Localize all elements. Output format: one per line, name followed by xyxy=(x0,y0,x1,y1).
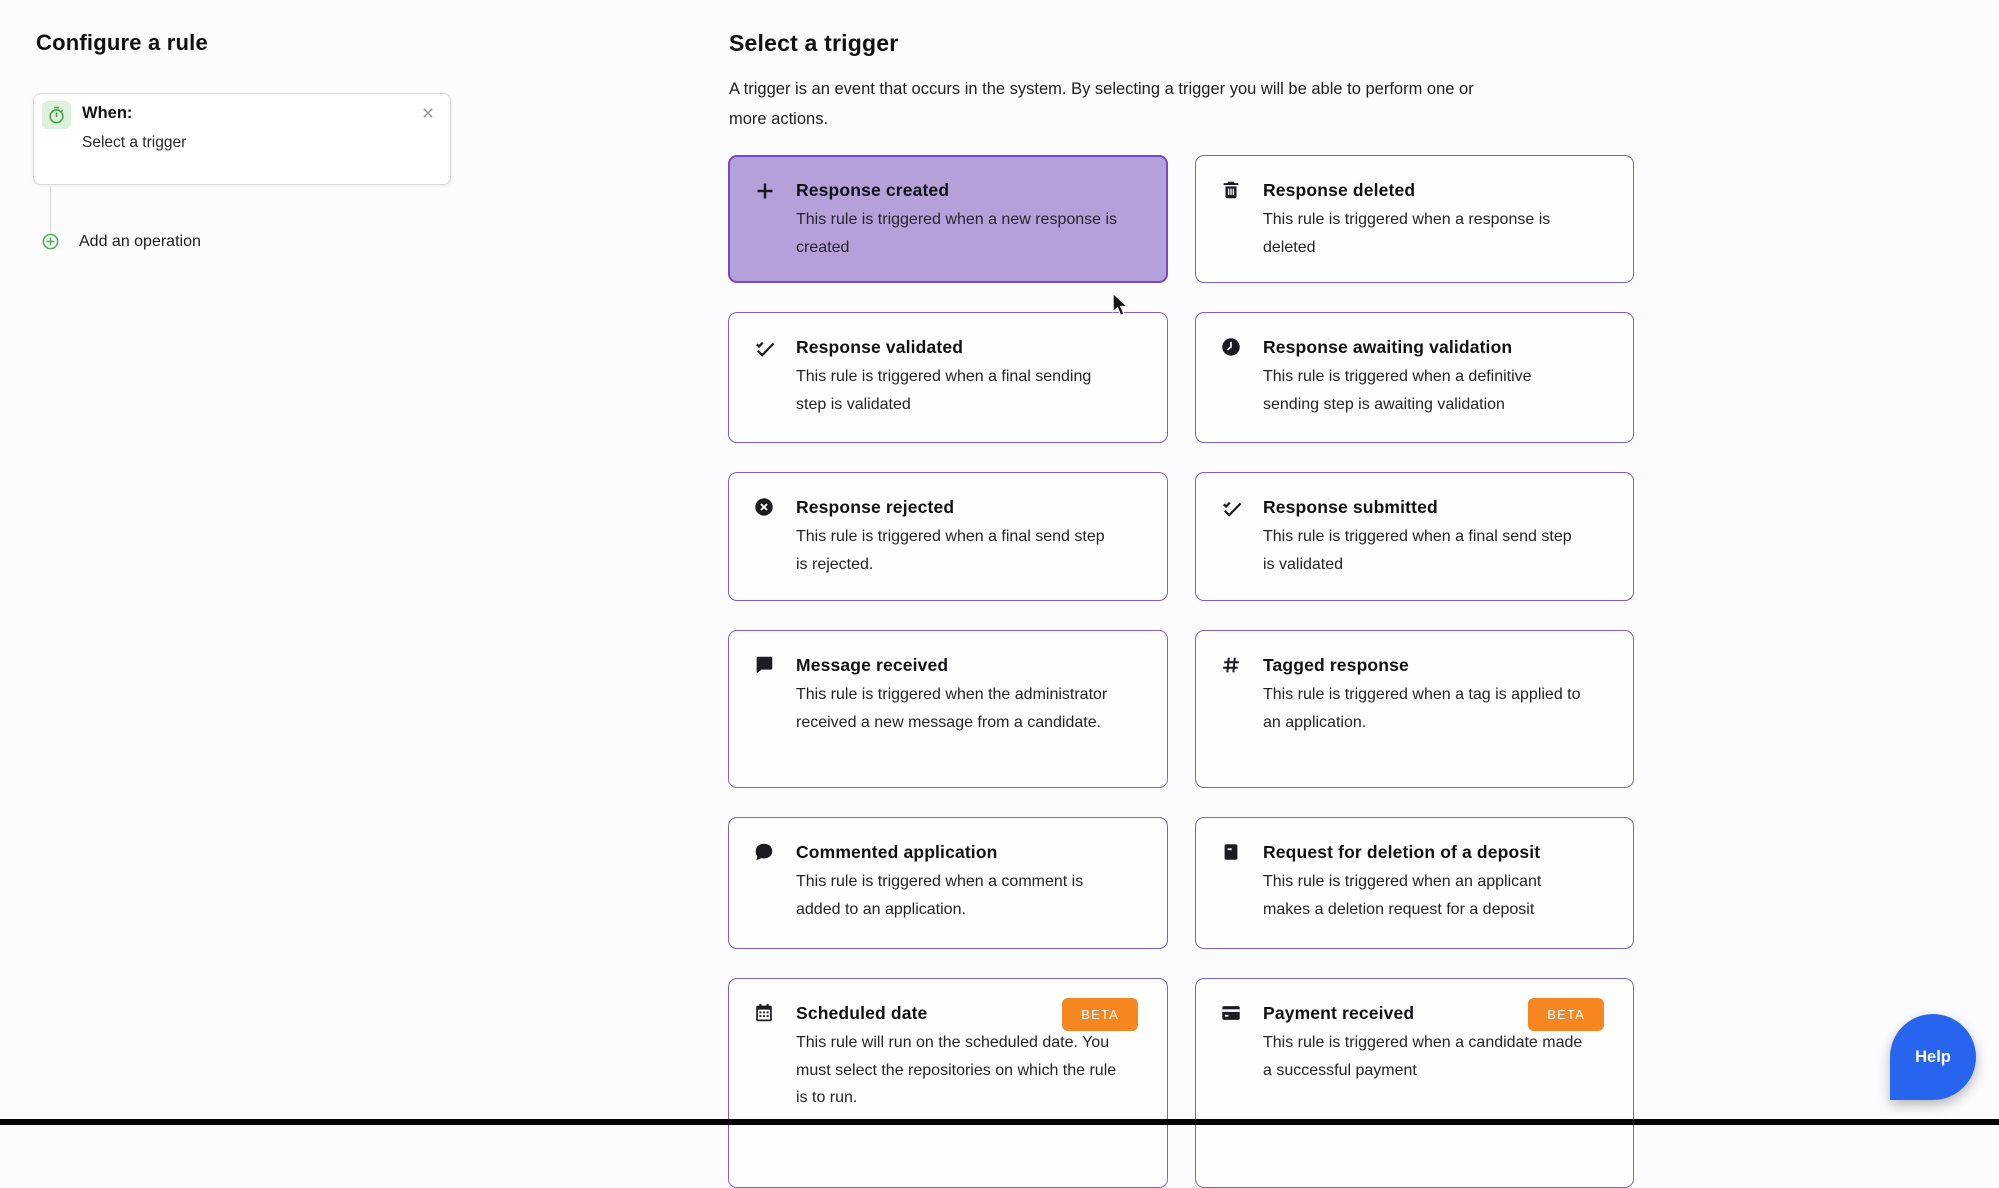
trigger-title: Response validated xyxy=(796,337,964,357)
when-step-sublabel: Select a trigger xyxy=(82,134,187,151)
help-button[interactable] xyxy=(1890,1014,1976,1100)
calendar-icon xyxy=(753,1002,779,1024)
trigger-title: Response awaiting validation xyxy=(1263,337,1513,357)
trigger-card-commented-application[interactable] xyxy=(728,817,1168,949)
trigger-card-message-received[interactable] xyxy=(728,630,1168,788)
trigger-title: Request for deletion of a deposit xyxy=(1263,842,1541,862)
trigger-card-scheduled-date[interactable] xyxy=(728,978,1168,1188)
trigger-card-response-validated[interactable] xyxy=(728,312,1168,443)
trigger-description: This rule is triggered when a tag is applied to an application. xyxy=(1263,686,1581,731)
step-connector-line xyxy=(50,186,51,232)
trigger-description: This rule is triggered when a final send step is rejected. xyxy=(796,528,1105,573)
trigger-description: This rule is triggered when the administrator received a new message from a candidate. xyxy=(796,686,1108,731)
round-chat-icon xyxy=(753,841,779,863)
trigger-description: This rule is triggered when a candidate made a successful payment xyxy=(1263,1034,1583,1079)
trigger-title: Scheduled date xyxy=(796,1003,928,1023)
trigger-description: This rule is triggered when a comment is added to an application. xyxy=(796,873,1084,918)
trigger-title: Response rejected xyxy=(796,497,955,517)
trigger-card-request-for-deletion-of-a-deposit[interactable] xyxy=(1195,817,1634,949)
configure-rule-title: Configure a rule xyxy=(36,30,208,55)
trash-icon xyxy=(1220,179,1246,201)
trigger-description: This rule is triggered when a final sending step is validated xyxy=(796,368,1092,413)
add-operation-button[interactable] xyxy=(41,232,201,251)
trigger-description: This rule is triggered when a final send step is validated xyxy=(1263,528,1572,573)
clock-icon xyxy=(1220,336,1246,358)
trigger-card-response-submitted[interactable] xyxy=(1195,472,1634,601)
trigger-description: This rule is triggered when a new response is created xyxy=(796,211,1118,256)
beta-badge: BETA xyxy=(1062,998,1138,1031)
double-check-icon xyxy=(1220,496,1246,520)
trigger-title: Response submitted xyxy=(1263,497,1438,517)
trigger-card-response-awaiting-validation[interactable] xyxy=(1195,312,1634,443)
trigger-card-response-created[interactable] xyxy=(728,155,1168,283)
hash-icon xyxy=(1220,654,1246,676)
trigger-card-response-deleted[interactable] xyxy=(1195,155,1634,283)
add-operation-label: Add an operation xyxy=(79,232,201,250)
trigger-title: Payment received xyxy=(1263,1003,1415,1023)
plus-icon xyxy=(753,179,779,203)
double-check-icon xyxy=(753,336,779,360)
when-step-label: When: xyxy=(82,104,133,122)
select-trigger-description: A trigger is an event that occurs in the system. By selecting a trigger you will be able to perform one or more actions. xyxy=(729,80,1474,128)
trigger-title: Response deleted xyxy=(1263,180,1416,200)
select-trigger-title: Select a trigger xyxy=(729,30,899,56)
close-icon[interactable] xyxy=(418,103,438,123)
trigger-title: Tagged response xyxy=(1263,655,1409,675)
trigger-description: This rule will run on the scheduled date. You must select the repositories on which the rule is to run. xyxy=(796,1034,1117,1106)
trigger-description: This rule is triggered when an applicant makes a deletion request for a deposit xyxy=(1263,873,1542,918)
trigger-card-response-rejected[interactable] xyxy=(728,472,1168,601)
when-step-card[interactable] xyxy=(33,93,451,185)
trigger-card-tagged-response[interactable] xyxy=(1195,630,1634,788)
trigger-title: Message received xyxy=(796,655,949,675)
trigger-title: Commented application xyxy=(796,842,998,862)
trigger-card-payment-received[interactable] xyxy=(1195,978,1634,1188)
beta-badge: BETA xyxy=(1528,998,1604,1031)
minus-square-icon xyxy=(1220,841,1246,863)
add-circle-icon xyxy=(41,232,60,251)
cancel-icon xyxy=(753,496,779,518)
trigger-grid xyxy=(728,155,1634,1188)
credit-card-icon xyxy=(1220,1002,1246,1024)
stopwatch-icon xyxy=(42,101,71,129)
help-button-label: Help xyxy=(1915,1047,1951,1066)
square-chat-icon xyxy=(753,654,779,676)
bottom-progress-bar xyxy=(0,1119,1999,1125)
trigger-description: This rule is triggered when a response is deleted xyxy=(1263,211,1551,256)
trigger-description: This rule is triggered when a definitive sending step is awaiting validation xyxy=(1263,368,1532,413)
trigger-title: Response created xyxy=(796,180,950,200)
